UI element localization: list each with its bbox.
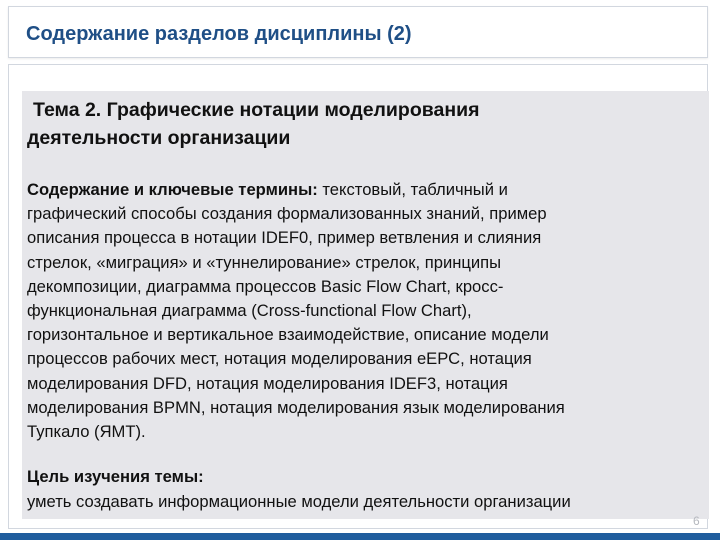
description-line-1 bbox=[27, 178, 702, 202]
description-line: стрелок, «миграция» и «туннелирование» стрелок, принципы bbox=[27, 252, 502, 272]
description-line: моделирования BPMN, нотация моделирования язык моделирования bbox=[27, 397, 565, 417]
key-terms-label: Содержание и ключевые термины: bbox=[27, 180, 318, 199]
topic-description bbox=[27, 178, 702, 444]
goal-text: уметь создавать информационные модели деятельности организации bbox=[27, 491, 571, 511]
description-line: горизонтальное и вертикальное взаимодействие, описание модели bbox=[27, 325, 549, 345]
bottom-accent-band bbox=[0, 533, 720, 540]
slide-title: Содержание разделов дисциплины (2) bbox=[26, 23, 412, 45]
page-number: 6 bbox=[693, 514, 700, 528]
description-line: Тупкало (ЯМТ). bbox=[27, 422, 146, 442]
description-line: процессов рабочих мест, нотация моделирования еЕРС, нотация bbox=[27, 349, 532, 369]
description-line: описания процесса в нотации IDEF0, пример ветвления и слияния bbox=[27, 228, 542, 248]
topic-goal bbox=[27, 465, 702, 514]
description-line: моделирования DFD, нотация моделирования IDEF3, нотация bbox=[27, 373, 508, 393]
description-line: графический способы создания формализованных знаний, пример bbox=[27, 204, 547, 224]
topic-title-line-2: деятельности организации bbox=[27, 127, 291, 149]
goal-heading: Цель изучения темы: bbox=[27, 467, 204, 486]
description-line: декомпозиции, диаграмма процессов Basic Flow Chart, кросс- bbox=[27, 276, 504, 296]
key-terms-first-line: текстовый, табличный и bbox=[317, 180, 508, 199]
description-line: функциональная диаграмма (Cross-functional Flow Chart), bbox=[27, 301, 472, 321]
topic-title bbox=[27, 96, 667, 152]
slide-title-bar bbox=[8, 6, 708, 58]
topic-title-line-1: Тема 2. Графические нотации моделирования bbox=[33, 99, 480, 121]
